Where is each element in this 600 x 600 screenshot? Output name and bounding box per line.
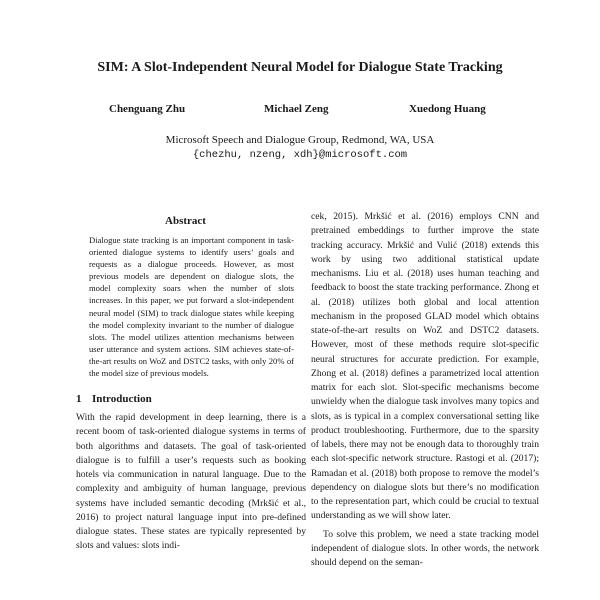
right-column [311, 210, 539, 570]
section-number: 1 [76, 393, 82, 406]
abstract-text: Dialogue state tracking is an important component in task-oriented dialogue systems to identify users’ goals and requests as a dialogue proceeds. However, as most previous models are dependent on dialogue slots, the model complexity soars when the number of slots increases. In this paper, we put forward a slot-independent neural model (SIM) to track dialogue states while keeping the model complexity invariant to the number of dialogue slots. The model utilizes attention mechanisms between user utterance and system actions. SIM achieves state-of-the-art results on WoZ and DSTC2 tasks, with only 20% of the model size of previous models. [89, 235, 294, 379]
affiliation: Microsoft Speech and Dialogue Group, Redmond, WA, USA [165, 134, 435, 146]
introduction-text: With the rapid development in deep learning, there is a recent boom of task-oriented dialogue systems in terms of both algorithms and datasets. The goal of task-oriented dialogue is to fulfill a user’s requests such as booking hotels via communication in natural language. Due to the complexity and ambiguity of human language, previous systems have included semantic decoding (Mrkšić et al., 2016) to project natural language input into pre-defined dialogue states. These states are typically represented by slots and values: slots indi- [76, 412, 306, 552]
author-name: Chenguang Zhu [109, 103, 186, 115]
section-title: Introduction [92, 393, 152, 406]
paper-title: SIM: A Slot-Independent Neural Model for Dialogue State Tracking [97, 60, 503, 75]
section-heading-introduction [76, 392, 306, 406]
body-paragraph: To solve this problem, we need a state tracking model independent of dialogue slots. In other words, the network should depend on the seman- [311, 528, 539, 568]
abstract-heading: Abstract [165, 215, 206, 227]
left-column [76, 214, 306, 554]
author-name: Xuedong Huang [409, 103, 486, 115]
author-list [0, 103, 600, 119]
body-paragraph: cek, 2015). Mrkšić et al. (2016) employs CNN and pretrained embeddings to further improve the state tracking accuracy. Mrkšić and Vulić (2018) extends this work by using two additional statistical update mechanisms. Liu et al. (2018) uses human teaching and feedback to boost the state tracking performance. Zhong et al. (2018) utilizes both global and local attention mechanism in the proposed GLAD model which obtains state-of-the-art results on WoZ and DSTC2 datasets. However, most of these methods require slot-specific neural structures for accurate prediction. For example, Zhong et al. (2018) defines a parametrized local attention matrix for each slot. Slot-specific mechanisms become unwieldy when the dialogue task involves many topics and slots, as is typical in a complex conversational setting like product troubleshooting. Furthermore, due to the sparsity of labels, there may not be enough data to thoroughly train each slot-specific network structure. Rastogi et al. (2017); Ramadan et al. (2018) both propose to remove the model’s dependency on dialogue slots but there’s no modification to the representation part, which could be crucial to textual understanding as we will show later. [311, 211, 539, 522]
author-name: Michael Zeng [264, 103, 329, 115]
author-email: {chezhu, nzeng, xdh}@microsoft.com [192, 149, 408, 161]
